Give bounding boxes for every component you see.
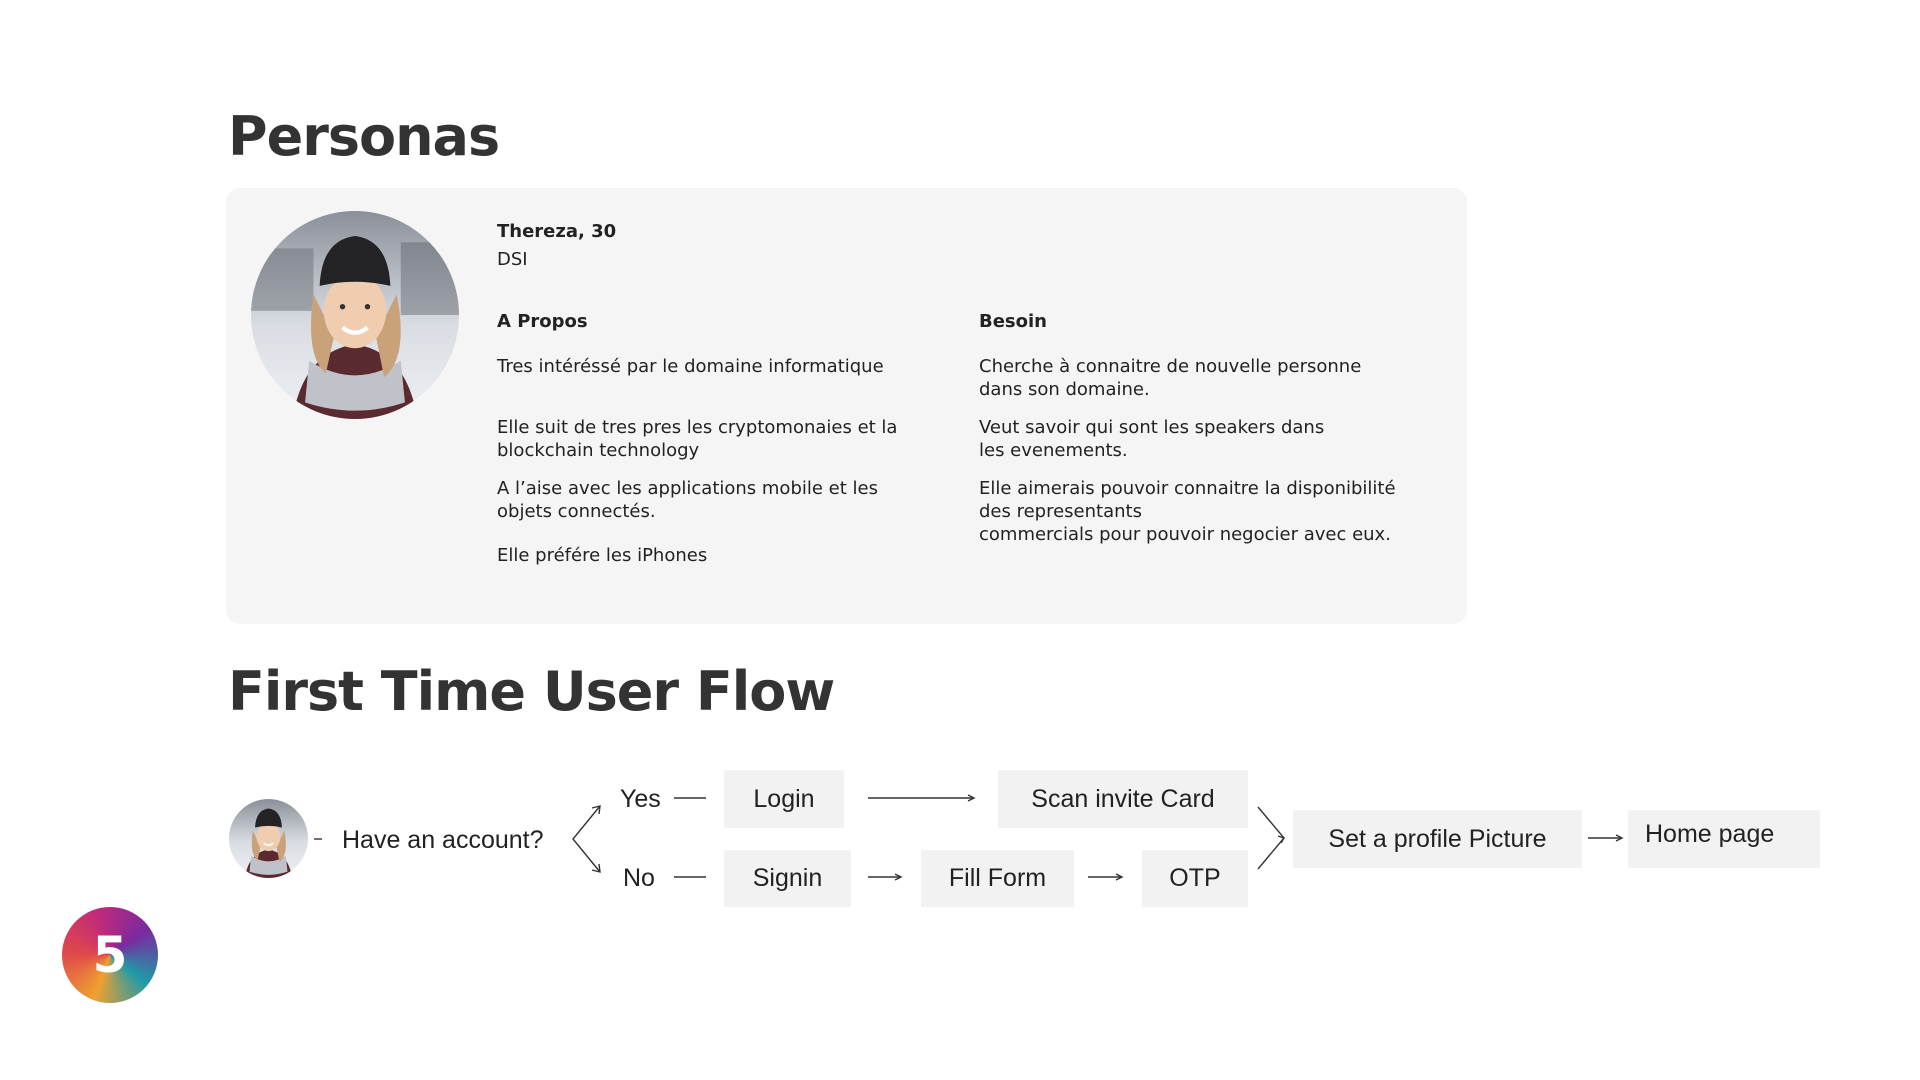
flow-step-home-page: Home page [1628, 810, 1820, 868]
about-item: Tres intéréssé par le domaine informatique [497, 356, 884, 377]
persona-name: Thereza, 30 [497, 221, 617, 242]
flow-avatar-photo [229, 799, 308, 878]
about-item: Elle suit de tres pres les cryptomonaies et la blockchain technology [497, 417, 898, 461]
persona-role: DSI [497, 249, 528, 270]
persona-avatar [251, 211, 459, 419]
personas-title: Personas [228, 105, 500, 168]
merge-connector [1258, 807, 1284, 869]
flow-step-fill-form: Fill Form [921, 850, 1074, 907]
needs-heading: Besoin [979, 311, 1047, 332]
flow-yes-label: Yes [620, 785, 661, 813]
needs-item: Elle aimerais pouvoir connaitre la disponibilité des representants commercials pour pouvoir negocier avec eux. [979, 478, 1396, 545]
flow-step-signin: Signin [724, 850, 851, 907]
needs-item: Cherche à connaitre de nouvelle personne dans son domaine. [979, 356, 1362, 400]
flow-step-otp: OTP [1142, 850, 1248, 907]
slide-number-badge: 5 [62, 907, 158, 1003]
about-heading: A Propos [497, 311, 588, 332]
about-item: A l’aise avec les applications mobile et les objets connectés. [497, 478, 878, 522]
flow-no-label: No [623, 864, 655, 892]
flow-step-login: Login [724, 770, 844, 828]
persona-photo [251, 211, 459, 419]
about-item: Elle préfére les iPhones [497, 545, 708, 566]
flow-step-scan-invite-card: Scan invite Card [998, 770, 1248, 828]
flow-question: Have an account? [342, 826, 544, 854]
flow-title: First Time User Flow [228, 660, 835, 723]
flow-step-profile-picture: Set a profile Picture [1293, 810, 1582, 868]
needs-item: Veut savoir qui sont les speakers dans les evenements. [979, 417, 1325, 461]
persona-card [226, 188, 1467, 624]
fork-connector [573, 806, 600, 872]
flow-avatar [229, 799, 308, 878]
